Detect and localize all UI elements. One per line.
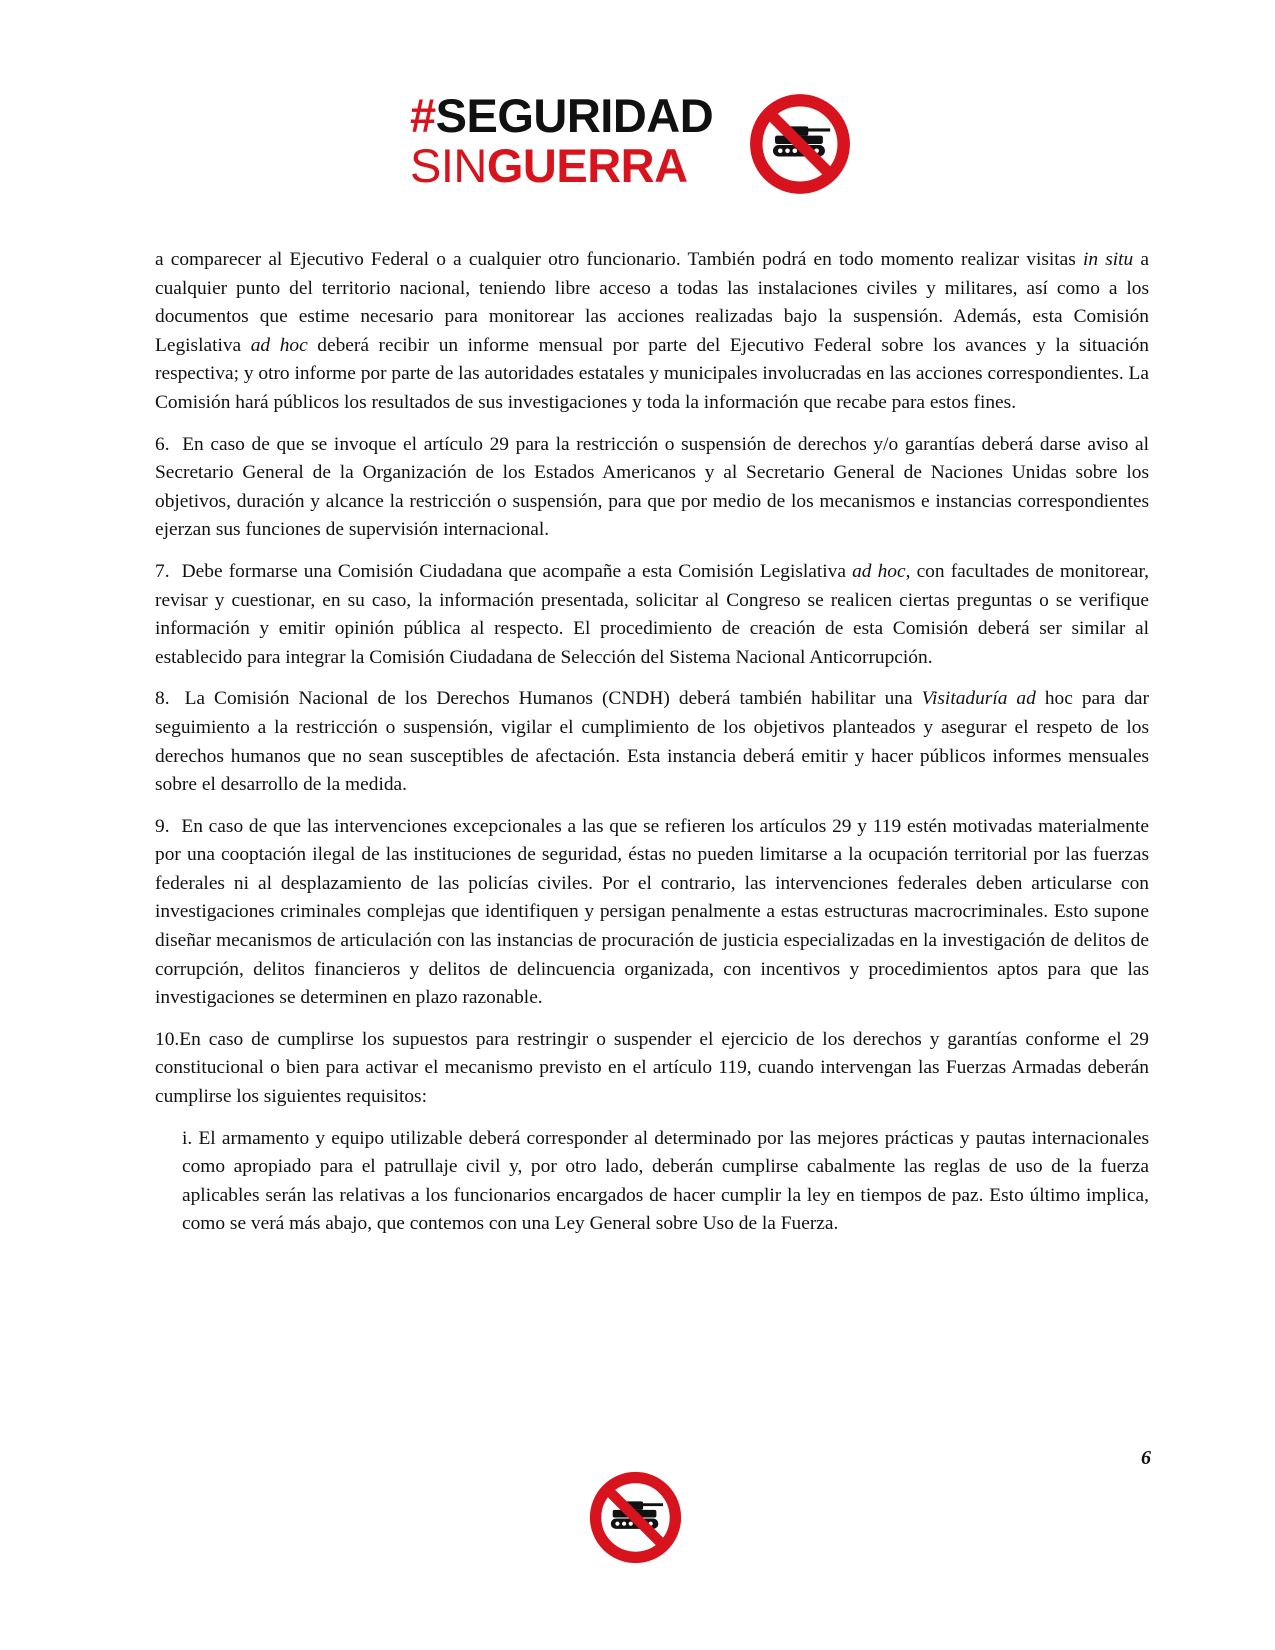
logo-wordmark — [410, 89, 714, 192]
item-number: 7. — [155, 560, 170, 582]
page-number: 6 — [1141, 1447, 1151, 1469]
p1-text-3: deberá recibir un informe mensual por parte del Ejecutivo Federal sobre los avances y la situación respectiva; y otro informe por parte de las autoridades estatales y municipales involucradas en las acciones correspondientes. La Comisión hará públicos los resultados de sus investigaciones y toda la información que recabe para estos fines. — [155, 334, 1149, 413]
item-text: En caso de cumplirse los supuestos para restringir o suspender el ejercicio de los derechos y garantías conforme el 29 constitucional o bien para activar el mecanismo previsto en el artículo 119, cuando intervengan las Fuerzas Armadas deberán cumplirse los siguientes requisitos: — [155, 1028, 1149, 1108]
list-item-7 — [155, 558, 1149, 672]
logo-guerra-text: GUERRA — [486, 139, 688, 192]
list-item-8 — [155, 685, 1149, 799]
logo-line-singuerra — [410, 139, 713, 192]
sub-item-text: i. El armamento y equipo utilizable deberá corresponder al determinado por las mejores prácticas y pautas internacionales como apropiado para el patrullaje civil y, por otro lado, deberán cumplirse cabalmente las reglas de uso de la fuerza aplicables serán las relativas a los funcionarios encargados de hacer cumplir la ley en tiempos de paz. Esto último implica, como se verá más abajo, que contemos con una Ley General sobre Uso de la Fuerza. — [182, 1127, 1149, 1235]
item-text-2: , con facultades de monitorear, revisar y cuestionar, en su caso, la información presentada, solicitar al Congreso se realicen ciertas preguntas o se verifique información y emitir opinión pública al respecto. El procedimiento de creación de esta Comisión deberá ser similar al establecido para integrar la Comisión Ciudadana de Selección del Sistema Nacional Anticorrupción. — [155, 560, 1149, 668]
list-item-10 — [155, 1026, 1149, 1112]
item-number: 6. — [155, 433, 170, 455]
logo-line-seguridad — [410, 89, 714, 142]
p1-italic-ad-hoc: ad hoc — [250, 334, 308, 356]
sub-item-i — [182, 1125, 1149, 1239]
no-tank-icon — [588, 1470, 683, 1565]
item-text: En caso de que las intervenciones excepcionales a las que se refieren los artículos 29 y 119 estén motivadas materialmente por una cooptación ilegal de las instituciones de seguridad, éstas no pueden limitarse a la ocupación territorial por las fuerzas federales ni al desplazamiento de las policías civiles. Por el contrario, las intervenciones federales deben articularse con investigaciones criminales complejas que identifiquen y persigan penalmente a estas estructuras macrocriminales. Esto supone diseñar mecanismos de articulación con las instancias de procuración de justicia especializadas en la investigación de delitos de corrupción, delitos financieros y delitos de delincuencia organizada, con incentivos y procedimientos aptos para que las investigaciones se determinen en plazo razonable. — [155, 815, 1149, 1009]
item-number: 8. — [155, 688, 170, 710]
logo-hash: # — [410, 89, 436, 142]
list-item-6 — [155, 431, 1149, 545]
logo-seguridad-text: SEGURIDAD — [435, 89, 714, 142]
item-text-1: Debe formarse una Comisión Ciudadana que acompañe a esta Comisión Legislativa — [181, 560, 853, 582]
list-item-9 — [155, 813, 1149, 1013]
p1-text-2: a cualquier punto del territorio nacional, teniendo libre acceso a todas las instalaciones civiles y militares, así como a los documentos que estime necesario para monitorear las acciones realizadas bajo la suspensión. Además, esta Comisión Legislativa — [155, 249, 1149, 356]
item-number: 10. — [155, 1028, 180, 1050]
item-number: 9. — [155, 815, 170, 837]
item-italic-visitaduria: Visitaduría ad — [921, 688, 1036, 710]
header-logo — [410, 89, 870, 200]
p1-italic-in-situ: in situ — [1082, 249, 1134, 270]
p1-text-1: a comparecer al Ejecutivo Federal o a cualquier otro funcionario. También podrá en todo momento realizar visitas — [155, 249, 1083, 270]
no-tank-icon — [748, 92, 852, 196]
paragraph-continuation — [155, 246, 1149, 418]
item-italic-ad-hoc: ad hoc — [852, 560, 906, 582]
logo-sin-text: SIN — [410, 139, 487, 192]
item-text-2: hoc para dar seguimiento a la restricción o suspensión, vigilar el cumplimiento de los objetivos planteados y asegurar el respeto de los derechos humanos que no sean susceptibles de afectación. Esta instancia deberá emitir y hacer públicos informes mensuales sobre el desarrollo de la medida. — [155, 688, 1149, 796]
item-text-1: La Comisión Nacional de los Derechos Humanos (CNDH) deberá también habilitar una — [184, 688, 922, 710]
document-body — [155, 246, 1149, 1252]
item-text: En caso de que se invoque el artículo 29 para la restricción o suspensión de derechos y/o garantías deberá darse aviso al Secretario General de la Organización de los Estados Americanos y al Secretario General de Naciones Unidas sobre los objetivos, duración y alcance la restricción o suspensión, para que por medio de los mecanismos e instancias correspondientes ejerzan sus funciones de supervisión internacional. — [155, 433, 1149, 541]
